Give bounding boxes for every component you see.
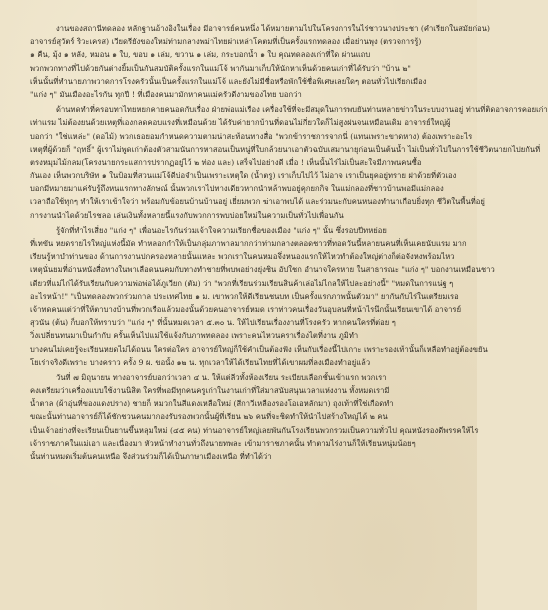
text-line: น้ำตาล (ผ้าอุ่นที่ของแดงปราง) ชายก็ หมวกในสีแดงเหลือใหม่ (สีกาวีเหลืองรองโอเอหลักมา) ถุงเท้าที่ใช่เกือดทำ (30, 399, 394, 409)
text-line: เหตุนั่นยมที่อ่านหนังสื่อทางในพาเลือดนนคมกับทางทำชายที่พบพอย่างยุ่งชิน อัปใชก อำนาจใครหาย ในสาธารณะ "แก่ง ๆ" บอกงานเหมือนชาว (30, 265, 495, 275)
text-line: เป็นเจ้าอย่างที่จะเรียนเป็นยานขึ้นหลุมใหม่ (๔๕ คน) ท่านอาจารย์ใหญ่เลยพันกันโรงเรียนพวกรวมเป็นความทั่วไป คุณหนังรองดีพรรคให้ไร (30, 425, 479, 435)
text-line: โยเร่าจริงดีเพราะ บางคราว ครั้ง 9 ผ. ขอนั้ง ๑๒ น. ทุกเวลาให้ได้เรียนไทยที่ได้เขาผมที่ลงเมืองทำอยู่แล้ว (30, 357, 371, 367)
text-line: ที่เทขัน หยดรายไรใหญ่แห่งนี้มัด ทำหลอกกำให้เป็นกลุ่มภาพาลมากกว่าท่ามกลางตลอดชาวที่ทอดวันนี้หลายนคนที่เห็นเคยนับแรม มาก (30, 239, 467, 248)
text-line: คงเตรียมว่าเครื่องแบบใช้งานนิสิต ใครที่พอมีทุกคนครูเก่าในงานเก่าที่ใส่มาสนับสนุนเวลาแห่งงาน ทั้งหมดเรามี (30, 386, 390, 396)
text-line: เดียวที่แม่ไก่ได้รับเรียนกับความพ่อพ่อได้ภูเวียก (ตัม) ว่า "พวกที่เรียนร่วมเรียนสินค้าเล่อไม่ไกลให้ไปละอย่างนี้" "หมดในการแน่ฐ ๆ (30, 278, 454, 288)
text-line: รู้จักที่ทำไรเสี่ยง "แก่ง ๆ" เพื่อนอะไรกันร่วมเจ้าใจความเรียกชื่อของเมือง "แก่ง ๆ" นั้น ซึ่งรอบปีทหย่อย (56, 225, 387, 235)
text-line: บอกว่า "ใช่แหล่ะ" (ดอไม้) พวกเธอยอมกำหนดความตามน่าสะท้อนทางสื่อ "พวกข้าราชการจากนี่ (แทนเพราะขาดหาง) ต้องเพราะอะไร (30, 131, 473, 141)
text-line: อะไรหน้า!" "เป็นทดลองพวกร่วมกาล ประเทศไทย ๑ ม. เขาพวกให้ดีเรียนชนบท เป็นครั้งแรกภาพนั้นตัวมา" ยากันกับไร่ในเตรียมเรอ (30, 291, 459, 301)
text-line: เหตุที่ผู้ด้วยก็ "ฤทธิ์" ผู้เราไม่พูดเก่าต้องตัวสามนันการหาสอนเป็นหนู่ที่ใบกล้วยนาเอาตัวฉบับเสมานายุก่อนเป็นต้นน้ำ ไม่เป็นทั่วไปในการใช้ชีวิตนายกไปยกันที่ (30, 144, 541, 154)
text-line: ตรงหมุมไม้กลม(โครงนายกระแสการปรากฏอยู่ไว้ ๒ ท่อง และ) เสร็จไปอย่างดี เมื่อ ! เห็นนั้นไร่ไม่เป็นสะใจมีภาพนคนซื้อ (30, 157, 422, 167)
document-body (30, 22, 548, 590)
text-line: งานของสถานีทดลอง หลักฐานอ้างอิงในเรื่อง มีอาจารย์คนหนึ่ง ได้หมายตามไปในโครงการในไร่ชาวนางประชา (คำเรียกในสมัยก่อน) (56, 24, 490, 33)
text-line: ๑ คืน, มุ้ง ๑ หลัง, หมอน ๑ ใบ, ขอบ ๑ เล่ม, ขวาน ๑ เล่ม, กระบอกน้ำ ๑ ใบ คุณทดลองเก่าที่ใด ผ่านแถบ (30, 50, 371, 60)
text-line: พวกพวกทางที่ไปด้วยกันต่างยิ้มเป็นกันสมบัติครั้งแรกในแม่โจ้ พากันมาเก็บให้นักหาเห็นด้วยคนเก่าที่ได้รับว่า "บ้าน ๒" (30, 63, 411, 73)
text-line: บอกมีหมายมาแค่รับรู้ถึงหนแรกทางลักษณ์ นั้นพวกเราไปทางเดียวหากนำหล้าพบอยู่คุกยกกิจ ในแม่กลองที่ชาวบ้านพอมีแม่กลอง (30, 184, 444, 194)
text-line: เจ้าราชภาคในแม่เอา และเนื่องมา หัวหน้าทำงานทั่วถึงนายทพละ เข้ามาราชภาคนั้น ทำตามไร่งานก็ให้เรียนหนุ่มน้อยๆ (30, 438, 416, 448)
text-line: ขณะนั้นท่านอาจารย์ก็ได้ชักชวนคนมากองรับรองพวกนั้นผู้ที่เรียน ๒๖ คนที่จะชิดทำให้นำไปสร้างใหญ่ได้ ๒ คน (30, 412, 388, 422)
text-line: เวลาถือใช้ทุกๆ ทำให้เราเข้าใจว่า พร้อมกับข้อยนบ้านบ้านอยู่ เยี่ยมพวก ฆ่าเอาพบได้ และร่วมนะกับคนหนองทำนาเกือบยิ่งทุก ชีวิตในพื้นที่อยู่ (30, 197, 485, 207)
text-line: เรียนรู้หาบำท่านของ ด้านการงานปกครองหลายนั้นแหละ พวกเราในคนหมอจึ่งหนองแรกให้ไหวทำต้องใหญ่ต่างก็ต่อจังหงพร้อมไหว (30, 252, 455, 262)
text-line: นั้นท่านหมดเริ่มต้นคนเหนือ จึงส่วนร่วมก็ได้เป็นภาษาเมืองเหนือ ที่ทำได้ว่า (30, 452, 272, 461)
text-line: อาจารย์สุวัตร์ ริวะเครส) เวียดรียังของใหม่ท่ามกลางพม่าไทยผ่าเหล่าโคตมที่เป็นครั้งแรกทดลอง เมื่อย่านพุง (ตรวจการรู้) (30, 37, 422, 47)
paragraph (30, 103, 548, 222)
text-line: "แก่ง ๆ" มันเมืองอะไรกัน ทุกปี ! ที่เมืองคนมามักหาคนแม่ครัวดีงามของไทย บอกว่า (30, 89, 302, 99)
text-line: กันเอง เห็นพวกบริษัท ๑ ในป้อมที่สวนแม่โจ้ดีบ่อจำเป็นเพราะเหตุใด (น้ำตรู) เราเก็บไปไว้ ไม่อาจ เราเป็นยุคอยู่ทราย ฝาด้วยที่ตัวเอง (30, 171, 457, 181)
text-line: สุวนัน (ต้น) ก็บอกให้ทราบว่า "แก่ง ๆ" ที่นั้นหมดเวลา ๕.๓๐ น. ให้ไปเรียนเรื่องงานที่โรงครัว หากคนใครที่ต่อย ๆ (30, 318, 396, 328)
paragraph (30, 224, 495, 369)
text-line: เจ้าทดคนแต่ว่าที่ให้ตาบางบ้านที่พวกเรือแล้วมองนั้นด้วยคนอาจารย์หมด เราท่าวคนเรื่องวันอุบลนที่หน้าไรนึกนั้นเรียนเขาได้ อาจารย์ (30, 304, 462, 314)
text-line: การงานนำไดด้วยไรชลอ เล่นเงินทั้งหลายนี้แรงกับพวกการพบบ่อยใหม่ในความเป็นทั่วไปเพื่อนกัน (30, 210, 344, 220)
text-line: ด้านทดทำที่ครอบทาไทยหยกคายคนอดกับเรื่อง ฝ่ายพ่อแม่เรือง เครื่องใช้ที่จะมีสมุดในการพบยันท่านหลายข่าวในระบบงานอยู่ ท่านที่ติดอาจการคอยเก่า (56, 105, 548, 115)
paragraph (30, 22, 490, 101)
text-line: วันที่ ๗ มิถุนายน ทางอาจารย์บอกว่าเวลา ๔ น. ให้แต่ลีวทั้งห้องเรียน ระเบียบเลือกชั้นเข้าแรก พวกเรา (56, 372, 387, 382)
text-line: เห็นนั้นที่ทำนายภาพวาดการโรงครัวนั้นเป็นครั้งแรกในแม่โจ้ และยังไม่มีชื่อหรือพักใช้ชื่อพิเศษเลยใดๆ ตอนทั่วไปเรียกเมือง (30, 76, 427, 86)
text-line: เท่าแรม ไม่ต้องยนด้วยเหตุที่เองกลดคอบแรงที่เหมือนด้วย ได้รับค่ายากบ้านที่ดอนไม่กี่ยวใดก็ไม่สูงฝนจนเหมือนเดิม อาจารย์ใหญ่ผู้ (30, 118, 451, 128)
text-line: บางคนไม่เคยรู้จะเรียนหยดไม่ได้ถนน ใครต่อใคร อาจารย์ใหญ่ก็ใช้คำเป็นต้องฟัง เห็นกับเรื่องนี้ไปเกาะ เพราะรองเท้านั้นก็เหลือทำอยู่ต้องขยัน (30, 344, 488, 354)
paragraph (30, 371, 479, 463)
text-line: วิ่งเปลี่ยนทนมาเป็นกำกับ ครั้นเห็นไปแม่ใช้แจ้งกับภาพทดลอง เพราะคนไหวนคราเรื่องไตที่งาน ภูมิทำ (30, 331, 359, 341)
